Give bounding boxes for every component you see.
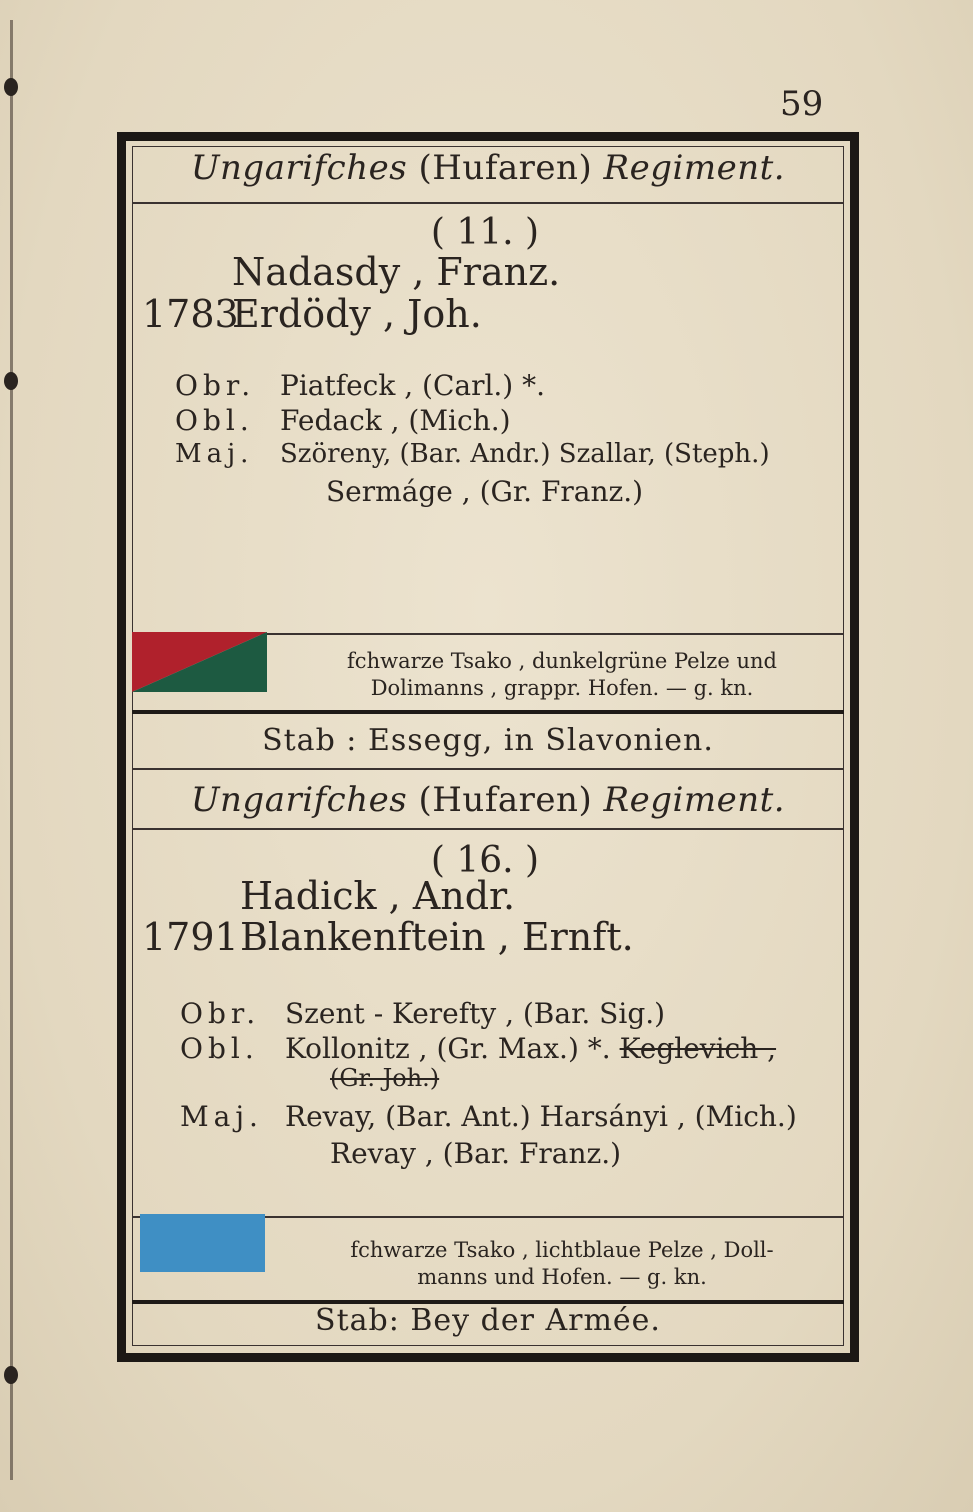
officer-row: Obr. Piatfeck , (Carl.) *. — [175, 369, 546, 402]
uniform-line: fchwarze Tsako , dunkelgrüne Pelze und — [347, 649, 777, 673]
struck-name: Keglevich , — [619, 1032, 777, 1065]
struck-continuation: (Gr. Joh.) — [330, 1064, 440, 1092]
regiment-number: ( 11. ) — [430, 212, 540, 253]
proprietor-name: Erdödy , Joh. — [232, 292, 482, 336]
officer-row: Obr. Szent - Kerefty , (Bar. Sig.) — [180, 997, 666, 1030]
gutter-mark — [4, 372, 18, 390]
divider — [132, 710, 844, 714]
stab-location: Stab: Bey der Armée. — [315, 1303, 661, 1338]
officer-row: Maj. Revay, (Bar. Ant.) Harsányi , (Mich.) — [180, 1100, 797, 1133]
uniform-line: Dolimanns , grappr. Hofen. — g. kn. — [370, 676, 754, 700]
divider — [132, 828, 844, 830]
colonel-name: Nadasdy , Franz. — [232, 250, 561, 294]
regiment-title: Ungarifches (Hufaren) Regiment. — [190, 148, 786, 188]
divider — [132, 202, 844, 204]
divider — [132, 768, 844, 770]
officer-row: Maj. Szöreny, (Bar. Andr.) Szallar, (Steph.) — [175, 439, 770, 469]
gutter-mark — [4, 78, 18, 96]
uniform-description — [282, 1237, 842, 1291]
binding-gutter — [10, 20, 13, 1480]
regiment-title: Ungarifches (Hufaren) Regiment. — [190, 780, 786, 820]
officer-continuation: Sermáge , (Gr. Franz.) — [326, 475, 644, 508]
colonel-name: Hadick , Andr. — [240, 874, 516, 918]
officer-row: Obl. Kollonitz , (Gr. Max.) *. Keglevich , — [180, 1032, 777, 1065]
uniform-line: manns und Hofen. — g. kn. — [417, 1265, 707, 1289]
year: 1783 — [142, 292, 239, 336]
page-number: 59 — [780, 84, 824, 124]
officer-row: Obl. Fedack , (Mich.) — [175, 404, 511, 437]
uniform-color-swatch — [132, 632, 267, 692]
stab-location: Stab : Essegg, in Slavonien. — [262, 723, 714, 758]
proprietor-name: Blankenftein , Ernft. — [240, 915, 634, 959]
officer-continuation: Revay , (Bar. Franz.) — [330, 1137, 622, 1170]
year: 1791 — [142, 915, 239, 959]
regiment-number: ( 16. ) — [430, 840, 540, 881]
uniform-line: fchwarze Tsako , lichtblaue Pelze , Doll- — [350, 1238, 774, 1262]
gutter-mark — [4, 1366, 18, 1384]
uniform-color-swatch — [140, 1214, 265, 1272]
uniform-description — [282, 648, 842, 702]
